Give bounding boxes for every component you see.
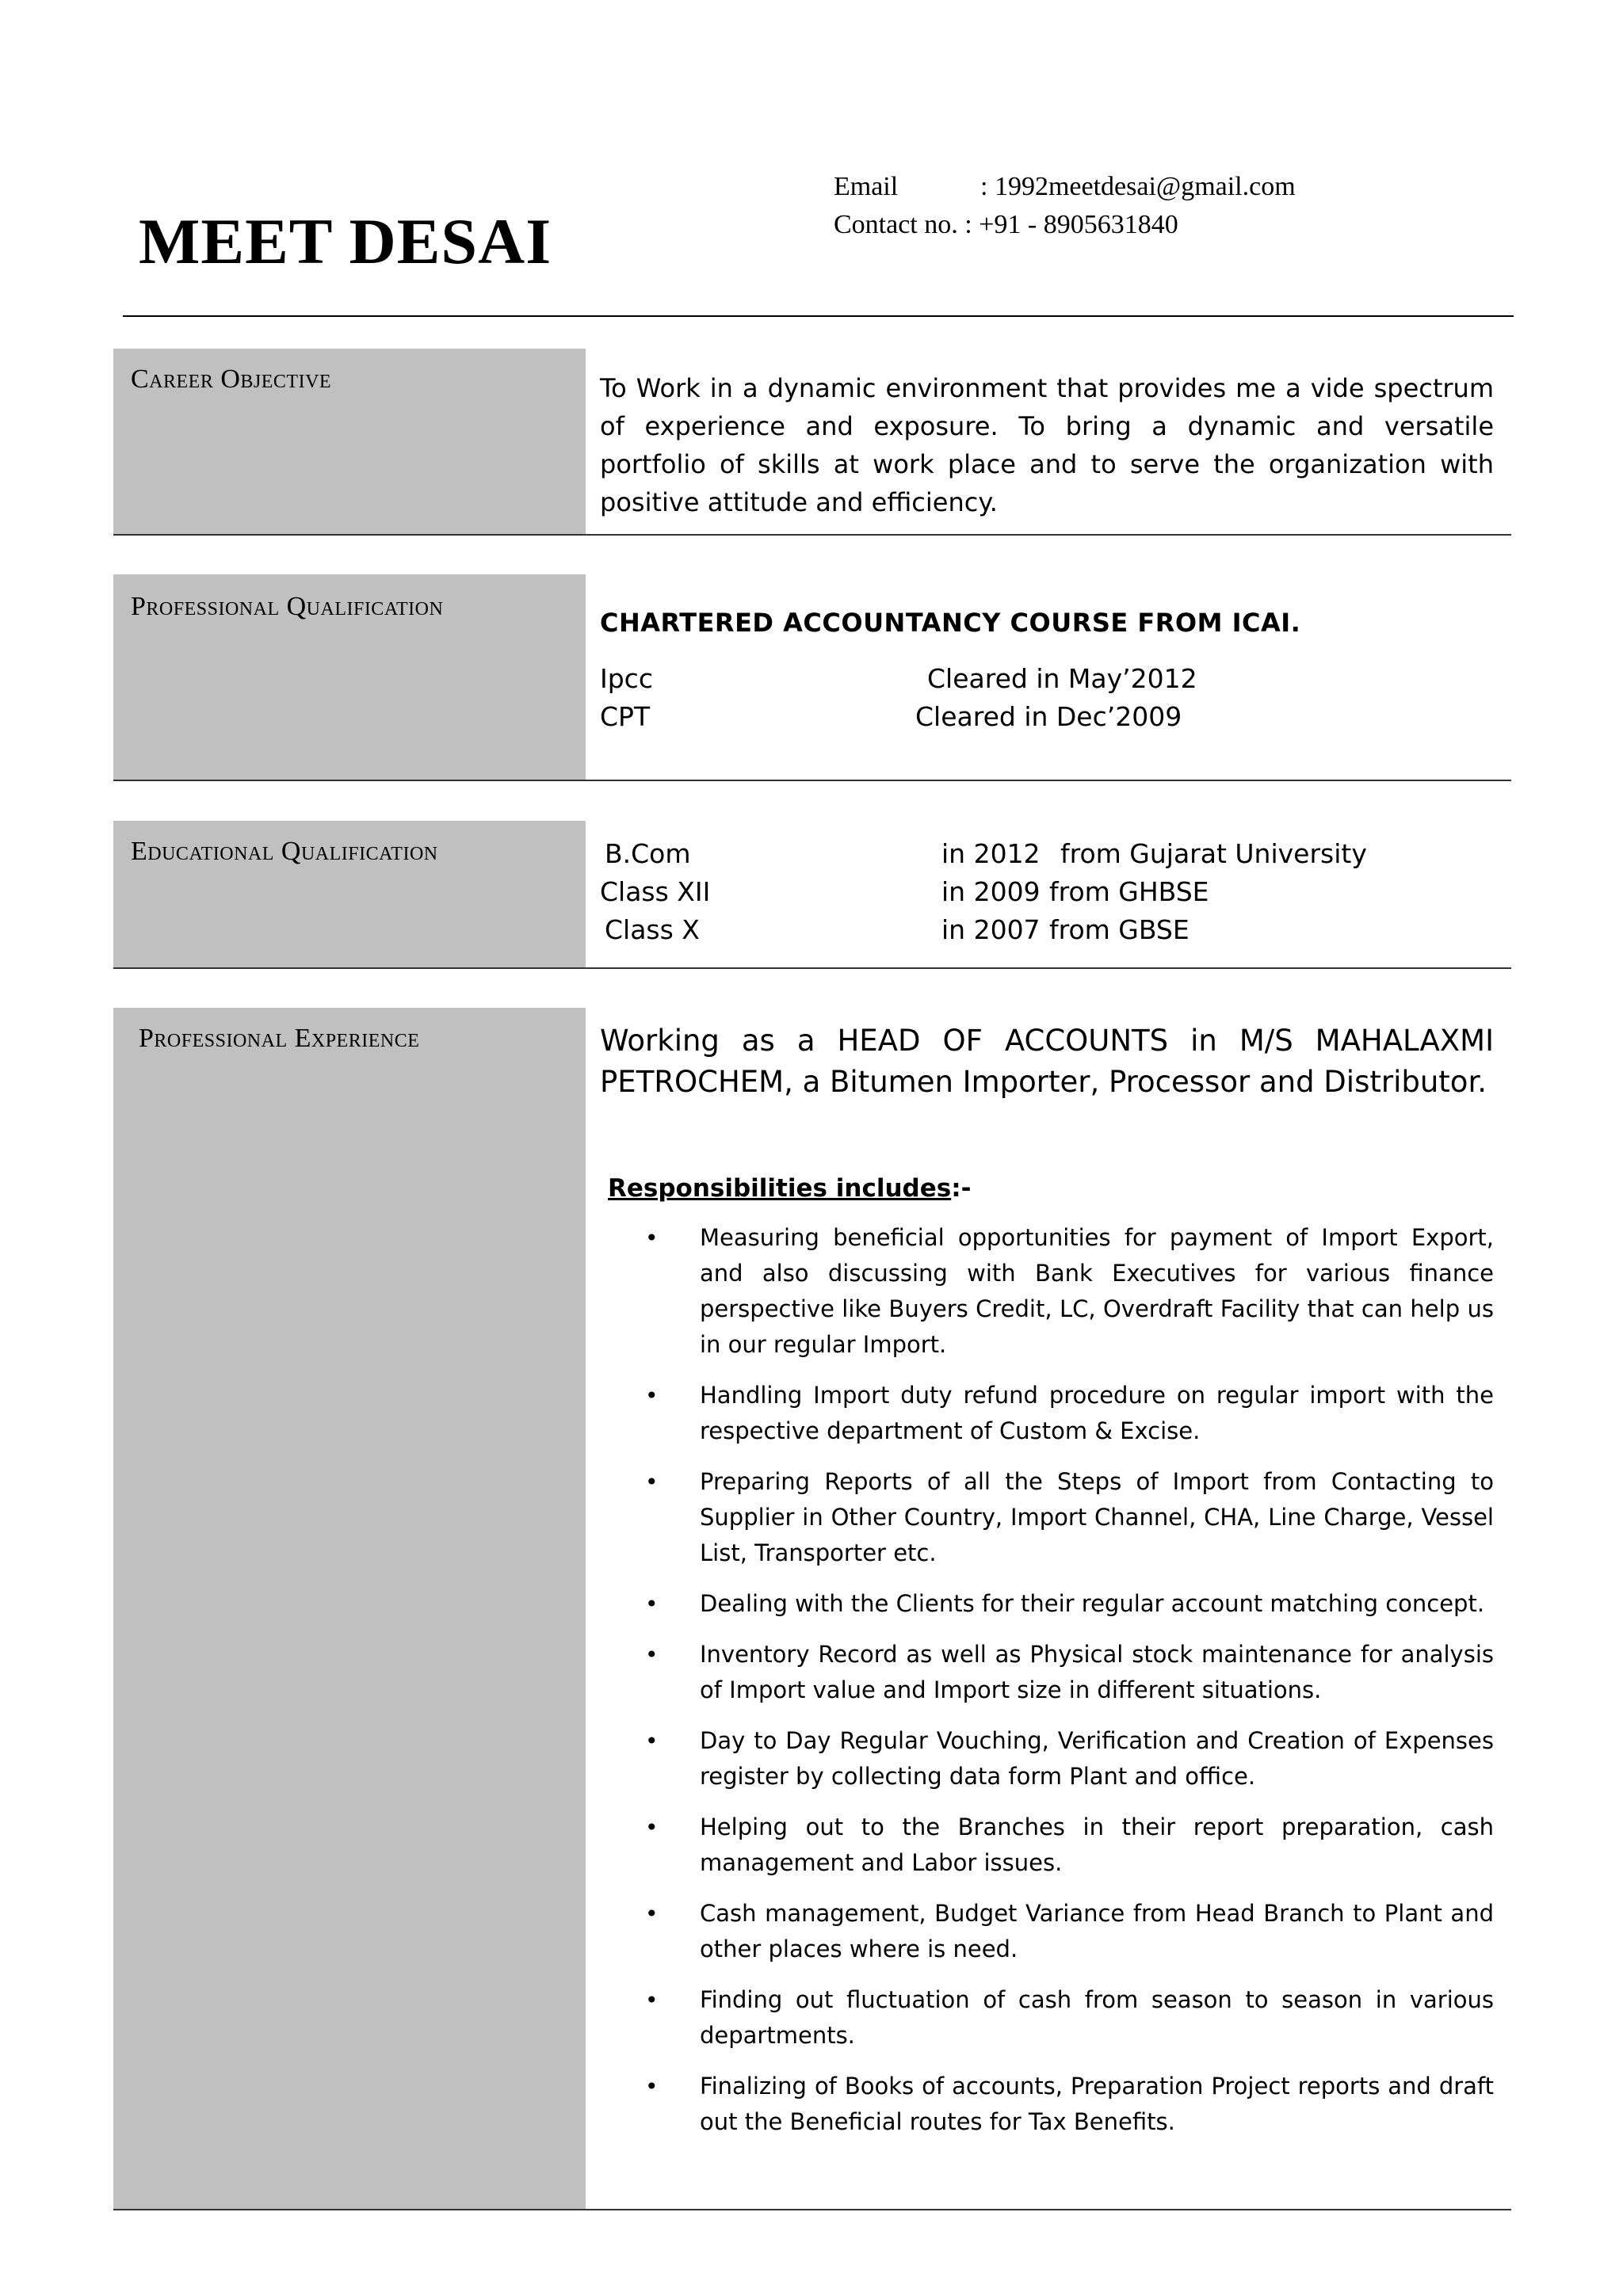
- degree-year: in 2012: [941, 838, 1041, 869]
- section-professional-experience: [113, 1008, 1511, 2210]
- bullet-icon: •: [645, 1469, 659, 1495]
- contact-value: +91 - 8905631840: [979, 210, 1178, 239]
- section-content: [600, 349, 1494, 521]
- bullet-icon: •: [645, 1591, 659, 1617]
- responsibility-text: Dealing with the Clients for their regular account matching concept.: [700, 1590, 1485, 1617]
- candidate-name: MEET DESAI: [139, 205, 552, 277]
- responsibility-text: Measuring beneficial opportunities for payment of Import Export, and also discussing with Bank Executives for various finance perspective like Buyers Credit, LC, Overdraft Facility that can help us in our regular Import.: [700, 1224, 1494, 1358]
- section-title: Professional Qualification: [131, 592, 444, 621]
- email-label: Email: [834, 172, 899, 201]
- responsibility-text: Inventory Record as well as Physical stock maintenance for analysis of Import value and Import size in different situations.: [700, 1641, 1494, 1703]
- email-separator: :: [980, 172, 988, 201]
- section-content: [600, 1008, 1494, 2135]
- bullet-icon: •: [645, 1901, 659, 1927]
- list-item: [600, 1464, 1494, 1571]
- list-item: [600, 1637, 1494, 1708]
- education-row: [600, 876, 1209, 907]
- responsibilities-heading: [608, 1174, 971, 1203]
- section-educational-qualification: [113, 821, 1511, 969]
- header-divider: [123, 315, 1514, 317]
- degree-name: B.Com: [605, 838, 691, 869]
- email-value[interactable]: 1992meetdesai@gmail.com: [994, 172, 1296, 201]
- bullet-icon: •: [645, 1225, 659, 1251]
- exam-status: Cleared in May’2012: [927, 663, 1197, 694]
- degree-board: from Gujarat University: [1060, 838, 1367, 869]
- bullet-icon: •: [645, 1383, 659, 1409]
- responsibility-text: Cash management, Budget Variance from Head Branch to Plant and other places where is need.: [700, 1900, 1494, 1962]
- exam-status: Cleared in Dec’2009: [915, 701, 1182, 732]
- email-row: [834, 168, 1296, 206]
- responsibility-text: Finalizing of Books of accounts, Preparation Project reports and draft out the Beneficial routes for Tax Benefits.: [700, 2073, 1494, 2135]
- section-professional-qualification: [113, 574, 1511, 781]
- exam-name: Ipcc: [600, 663, 653, 694]
- list-item: [600, 1896, 1494, 1967]
- contact-block: [834, 168, 1296, 244]
- responsibility-text: Helping out to the Branches in their report preparation, cash management and Labor issues.: [700, 1814, 1494, 1876]
- degree-board: from GHBSE: [1049, 876, 1209, 907]
- responsibilities-label: Responsibilities includes: [608, 1174, 952, 1203]
- bullet-icon: •: [645, 1728, 659, 1754]
- responsibility-text: Handling Import duty refund procedure on regular import with the respective department of Custom & Excise.: [700, 1382, 1494, 1444]
- qualification-row: [600, 663, 1197, 694]
- contact-row: [834, 206, 1296, 244]
- list-item: [600, 1723, 1494, 1794]
- section-title: Educational Qualification: [131, 837, 438, 866]
- responsibility-text: Day to Day Regular Vouching, Verification and Creation of Expenses register by collecting data form Plant and office.: [700, 1727, 1494, 1790]
- responsibility-text: Finding out fluctuation of cash from season to season in various departments.: [700, 1986, 1494, 2049]
- list-item: [600, 1220, 1494, 1363]
- list-item: [600, 1982, 1494, 2054]
- list-item: [600, 1810, 1494, 1881]
- list-item: [600, 1378, 1494, 1449]
- degree-name: Class X: [605, 914, 700, 945]
- bullet-icon: •: [645, 1987, 659, 2013]
- qualification-row: [600, 701, 1182, 732]
- section-career-objective: [113, 349, 1511, 536]
- section-sidebar: [113, 1008, 586, 2209]
- responsibilities-suffix: :-: [951, 1174, 972, 1203]
- degree-board: from GBSE: [1049, 914, 1190, 945]
- exam-name: CPT: [600, 701, 651, 732]
- contact-label: Contact no. :: [834, 210, 972, 239]
- responsibility-text: Preparing Reports of all the Steps of Import from Contacting to Supplier in Other Country, Import Channel, CHA, Line Charge, Vessel List, Transporter etc.: [700, 1468, 1494, 1566]
- degree-year: in 2009: [941, 876, 1041, 907]
- education-row: [605, 838, 1367, 869]
- list-item: [600, 1586, 1494, 1622]
- degree-year: in 2007: [941, 914, 1041, 945]
- objective-text: To Work in a dynamic environment that provides me a vide spectrum of experience and exposure. To bring a dynamic and versatile portfolio of skills at work place and to serve the organization with positive attitude and efficiency.: [600, 373, 1494, 517]
- section-title: Professional Experience: [139, 1024, 420, 1053]
- education-row: [605, 914, 1190, 945]
- qualification-heading: CHARTERED ACCOUNTANCY COURSE FROM ICAI.: [600, 608, 1301, 638]
- degree-name: Class XII: [600, 876, 711, 907]
- experience-summary: Working as a HEAD OF ACCOUNTS in M/S MAHALAXMI PETROCHEM, a Bitumen Importer, Processor and Distributor.: [600, 1024, 1494, 1099]
- bullet-icon: •: [645, 1814, 659, 1840]
- bullet-icon: •: [645, 1642, 659, 1668]
- list-item: [600, 2069, 1494, 2140]
- responsibilities-list: [600, 1220, 1494, 2155]
- section-title: Career Objective: [131, 364, 332, 394]
- bullet-icon: •: [645, 2073, 659, 2100]
